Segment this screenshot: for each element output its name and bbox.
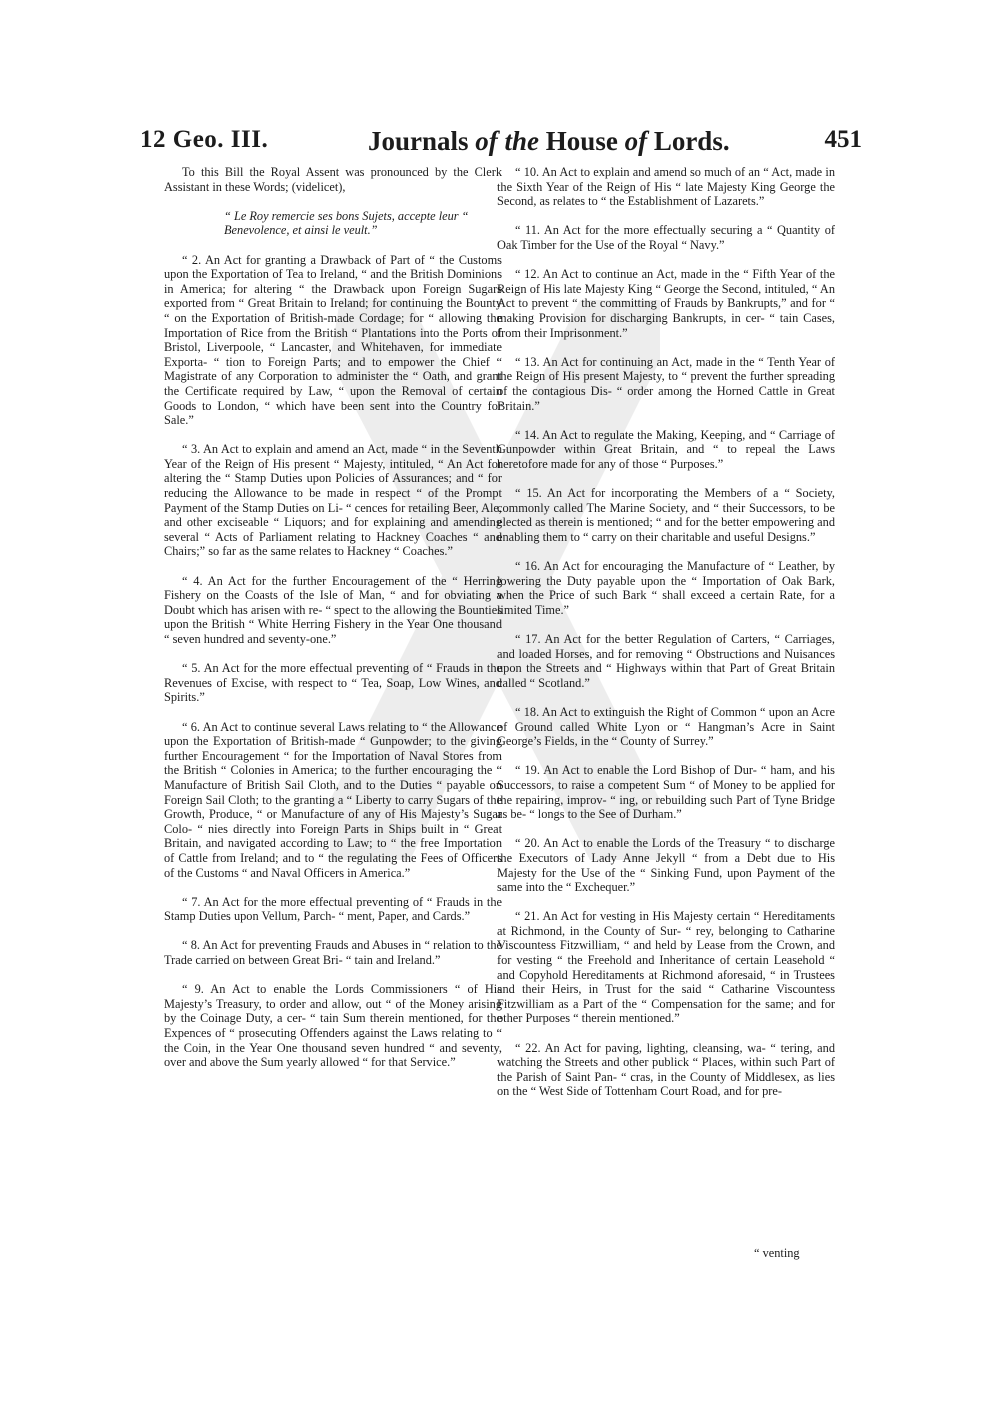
act-paragraph-9: “ 9. An Act to enable the Lords Commissioners “ of His Majesty’s Treasury, to order and allow, out “ of the Money arising by the Coinage Duty, a cer- “ tain Sum therein mentioned, for the Expences of “ prosecuting Offenders against the Laws relating to “ the Coin, in the Year One thousand seven hundred “ and seventy, over and above the Sum yearly allowed “ for that Service.” xyxy=(164,982,502,1070)
running-header xyxy=(140,126,862,162)
act-paragraph-12: “ 12. An Act to continue an Act, made in the “ Fifth Year of the Reign of His late Majesty King “ George the Second, intituled, “ An Act to prevent “ the committing of Frauds by Bankrupts,” and for “ making Provision for discharging Bankrupts, in cer- “ tain Cases, from their Imprisonment.” xyxy=(497,267,835,340)
act-paragraph-6: “ 6. An Act to continue several Laws relating to “ the Allowance upon the Exportation of British-made “ Gunpowder; to the giving further Encouragement “ for the Importation of Naval Stores from the British “ Colonies in America; to the further encouraging the “ Manufacture of British Sail Cloth, and to the Duties “ payable on Foreign Sail Cloth; to the granting a “ Liberty to carry Sugars of the Growth, Produce, “ or Manufacture of any of His Majesty’s Sugar Colo- “ nies directly into Foreign Parts in Ships built in “ Great Britain, and navigated according to Law; to “ the free Importation of Cattle from Ireland; and to “ the regulating the Fees of Officers of the Customs “ and Naval Officers in America.” xyxy=(164,719,502,880)
title-of-2: of xyxy=(624,126,648,156)
royal-assent-formula: “ Le Roy remercie ses bons Sujets, accepte leur “ Benevolence, et ainsi le veult.” xyxy=(224,208,469,238)
journal-title xyxy=(368,126,730,157)
catchword: “ venting xyxy=(754,1246,800,1260)
regnal-year: 12 Geo. III. xyxy=(140,126,269,153)
act-paragraph-2: “ 2. An Act for granting a Drawback of Part of “ the Customs upon the Exportation of Tea to Ireland, “ and the British Dominions in America; for altering “ the Drawback upon Foreign Sugars exported from “ Great Britain to Ireland; for continuing the Bounty “ on the Exportation of British-made Cordage; for “ allowing the Importation of Rice from the British “ Plantations into the Ports of Bristol, Liverpoole, “ Lancaster, and Whitehaven, for immediate Exporta- “ tion to Foreign Parts; and to empower the Chief “ Magistrate of any Corporation to administer the “ Oath, and grant the Certificate required by Law, “ upon the Removal of certain Goods to London, “ which have been sent into the Country for Sale.” xyxy=(164,252,502,428)
act-paragraph-7: “ 7. An Act for the more effectual preventing of “ Frauds in the Stamp Duties upon Vellum, Parch- “ ment, Paper, and Cards.” xyxy=(164,894,502,924)
act-paragraph-21: “ 21. An Act for vesting in His Majesty certain “ Hereditaments at Richmond, in the County of Sur- “ rey, belonging to Catharine Viscountess Fitzwilliam, “ and held by Lease from the Crown, and for vesting “ the Freehold and Inheritance of certain Leasehold “ and Copyhold Hereditaments at Richmond aforesaid, “ in Trustees and their Heirs, in Trust for the said “ Catharine Viscountess Fitzwilliam as a Part of the “ Compensation for the same; and for other Purposes “ therein mentioned.” xyxy=(497,909,835,1026)
act-paragraph-19: “ 19. An Act to enable the Lord Bishop of Dur- “ ham, and his Successors, to raise a competent Sum “ of Money to be applied for the repairing, improv- “ ing, or rebuilding such Part of Tyne Bridge as be- “ longs to the See of Durham.” xyxy=(497,763,835,822)
act-paragraph-20: “ 20. An Act to enable the Lords of the Treasury “ to discharge the Executors of Lady Anne Jekyll “ from a Debt due to His Majesty for the Use of the “ Sinking Fund, upon Payment of the same into the “ Exchequer.” xyxy=(497,836,835,895)
act-paragraph-8: “ 8. An Act for preventing Frauds and Abuses in “ relation to the Trade carried on between Great Bri- “ tain and Ireland.” xyxy=(164,938,502,968)
act-paragraph-17: “ 17. An Act for the better Regulation of Carters, “ Carriages, and loaded Horses, and for removing “ Obstructions and Nuisances upon the Streets and “ Highways within that Part of Great Britain called “ Scotland.” xyxy=(497,632,835,690)
right-column xyxy=(497,165,835,1099)
title-lords: Lords. xyxy=(653,126,730,156)
act-paragraph-3: “ 3. An Act to explain and amend an Act, made “ in the Seventh Year of the Reign of His present “ Majesty, intituled, “ An Act for altering the “ Stamp Duties upon Policies of Assurances; and “ for reducing the Allowance to be made in respect “ of the Prompt Payment of the Stamp Duties on Li- “ cences for retailing Beer, Ale, and other exciseable “ Liquors; and for explaining and amending several “ Acts of Parliament relating to Hackney Coaches “ and Chairs;” so far as the same relates to Hackney “ Coaches.” xyxy=(164,442,502,559)
act-paragraph-13: “ 13. An Act for continuing an Act, made in the “ Tenth Year of the Reign of His present Majesty, to “ prevent the further spreading of the contagious Dis- “ order among the Horned Cattle in Great Britain.” xyxy=(497,354,835,413)
left-column xyxy=(164,165,502,1084)
title-house: House xyxy=(545,126,618,156)
assent-statement: To this Bill the Royal Assent was pronounced by the Clerk Assistant in these Words; (videlicet), xyxy=(164,165,502,194)
act-paragraph-16: “ 16. An Act for encouraging the Manufacture of “ Leather, by lowering the Duty payable upon the “ Importation of Oak Bark, when the Price of such Bark “ shall exceed a certain Rate, for a limited Time.” xyxy=(497,559,835,617)
title-journals: Journals xyxy=(368,126,469,156)
title-of-1: of xyxy=(475,126,498,156)
act-paragraph-5: “ 5. An Act for the more effectual preventing of “ Frauds in the Revenues of Excise, with respect to “ Tea, Soap, Low Wines, and Spirits.” xyxy=(164,661,502,705)
title-the: the xyxy=(504,126,540,156)
act-paragraph-22: “ 22. An Act for paving, lighting, cleansing, wa- “ tering, and watching the Streets and other publick “ Places, within such Part of the Parish of Saint Pan- “ cras, in the County of Middlesex, as lies on the “ West Side of Tottenham Court Road, and for pre- xyxy=(497,1040,835,1099)
act-paragraph-11: “ 11. An Act for the more effectually securing a “ Quantity of Oak Timber for the Use of the Royal “ Navy.” xyxy=(497,223,835,252)
act-paragraph-10: “ 10. An Act to explain and amend so much of an “ Act, made in the Sixth Year of the Reign of His “ late Majesty King George the Second, as relates to “ the Establishment of Lazarets.” xyxy=(497,165,835,209)
act-paragraph-14: “ 14. An Act to regulate the Making, Keeping, and “ Carriage of Gunpowder within Great Britain, and “ to repeal the Laws heretofore made for any of those “ Purposes.” xyxy=(497,427,835,471)
act-paragraph-18: “ 18. An Act to extinguish the Right of Common “ upon an Acre of Ground called White Lyon or “ Hangman’s Acre in Saint George’s Fields, in the “ County of Surrey.” xyxy=(497,704,835,749)
page-number: 451 xyxy=(824,126,862,153)
act-paragraph-15: “ 15. An Act for incorporating the Members of a “ Society, commonly called The Marine Society, and “ their Successors, to be elected as therein is mentioned; “ and for the better empowering and enabling them to “ carry on their charitable and useful Designs.” xyxy=(497,486,835,544)
act-paragraph-4: “ 4. An Act for the further Encouragement of the “ Herring Fishery on the Coasts of the Isle of Man, “ and for obviating a Doubt which has arisen with re- “ spect to the allowing the Bounties upon the British “ White Herring Fishery in the Year One thousand “ seven hundred and seventy-one.” xyxy=(164,573,502,646)
